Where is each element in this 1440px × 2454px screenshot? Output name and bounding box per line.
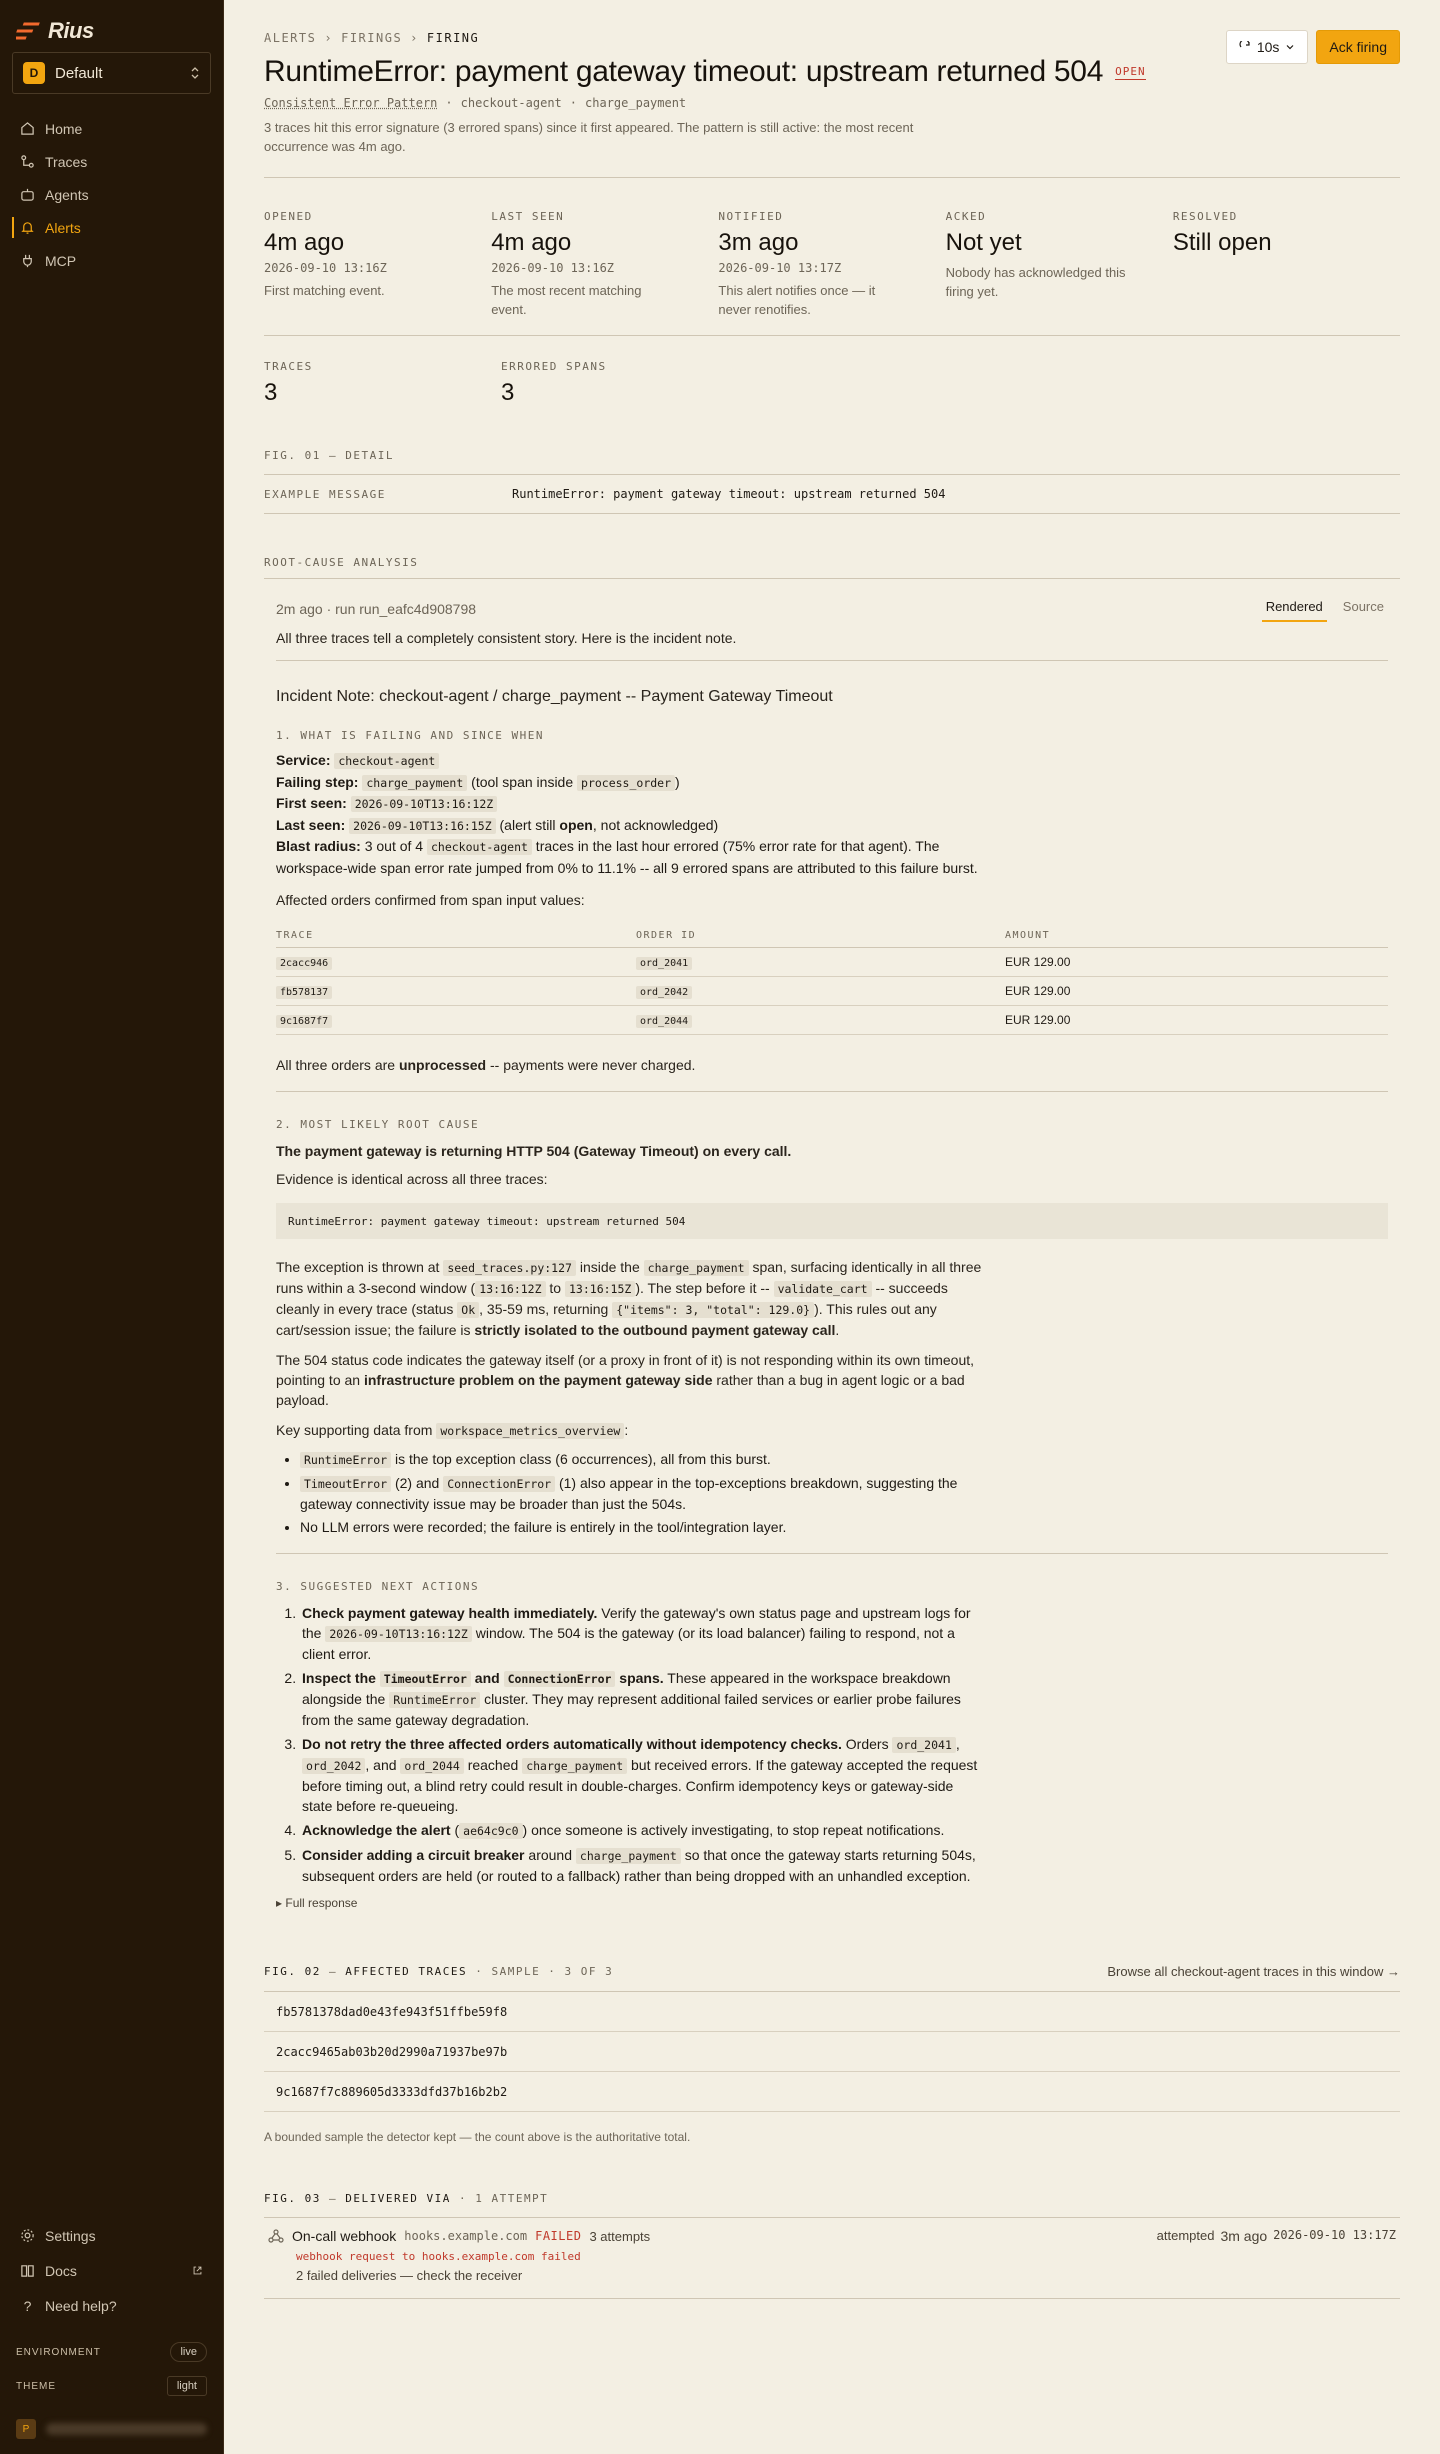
traces-icon (20, 154, 35, 169)
nav-traces[interactable] (0, 145, 223, 178)
delivery-info (268, 2228, 650, 2288)
page-title: RuntimeError: payment gateway timeout: upstream returned 504 (264, 55, 1104, 88)
fig2-title-row: FIG. 02 — AFFECTED TRACES · SAMPLE · 3 OF 3 (264, 1965, 614, 1978)
rca-header (264, 595, 1400, 622)
stat-label: TRACES (264, 360, 313, 373)
breadcrumb-sep: › (324, 31, 334, 45)
app-name: Rius (48, 18, 94, 43)
stat-label: NOTIFIED (718, 210, 784, 223)
last-seen-line: Last seen: 2026-09-10T13:16:15Z (alert still open, not acknowledged) (276, 816, 719, 833)
fig2-sample: SAMPLE · 3 OF 3 (491, 1965, 614, 1978)
step-code: charge_payment (362, 775, 467, 791)
order-id: ord_2042 (636, 986, 692, 999)
stat-notified (718, 210, 945, 319)
rca-run-meta: 2m ago · run run_eafc4d908798 (276, 600, 477, 617)
supporting-data-list (276, 1449, 1388, 1537)
environment-toggle[interactable]: live (170, 2342, 207, 2362)
fig3-title: DELIVERED VIA (345, 2192, 451, 2205)
theme-toggle[interactable]: light (167, 2376, 207, 2396)
evidence-intro: Evidence is identical across all three traces: (276, 1171, 548, 1187)
metrics-intro: Key supporting data from workspace_metrics_overview : (276, 1422, 629, 1438)
header-actions (1226, 30, 1400, 64)
nav-help[interactable] (0, 2288, 223, 2323)
caret-right-icon: ▸ (276, 1896, 283, 1910)
exception-paragraph: The exception is thrown at seed_traces.py:127 inside the charge_payment span, surfacing identically in all three runs within a 3-second window ( 13:16:12Z to 13:16:15Z ). The step before it -- validate_cart -- succeeds cleanly in every trace (status Ok , 35-59 ms, returning {"items": 3, "total": 129.0} ). This rules out any cart/session issue; the failure is strictly isolated to the outbound payment gateway call. (276, 1259, 982, 1338)
error-code-block: RuntimeError: payment gateway timeout: upstream returned 504 (276, 1203, 1388, 1239)
delivery-title (268, 2228, 650, 2244)
blast-radius-line: Blast radius: 3 out of 4 checkout-agent traces in the last hour errored (75% error rate for that agent). The workspace-wide span error rate jumped from 0% to 11.1% -- all 9 errored spans are attributed to this failure burst. (276, 838, 978, 876)
channel-host: hooks.example.com (404, 2229, 528, 2243)
rca-intro: All three traces tell a completely consistent story. Here is the incident note. (276, 630, 737, 646)
stat-note: The most recent matching event. (491, 283, 642, 317)
list-item: 1. Check payment gateway health immediately. Verify the gateway's own status page and upstream logs for the 2026-09-10T13:16:12Z window. The 504 is the gateway (or its load balancer) failing to respond, not a client error. (300, 1603, 986, 1664)
environment-row (0, 2335, 223, 2369)
fig3-label: FIG. 03 (264, 2192, 321, 2205)
list-item: • No LLM errors were recorded; the failure is entirely in the tool/integration layer. (300, 1517, 1388, 1537)
nav-traces-label: Traces (45, 153, 88, 170)
user-name-redacted (46, 2423, 207, 2435)
full-response-toggle[interactable] (276, 1896, 1388, 1910)
stat-opened (264, 210, 491, 319)
stat-timestamp: 2026-09-10 13:17Z (718, 261, 842, 275)
col-trace: TRACE (276, 924, 636, 948)
alert-rule-link[interactable]: Consistent Error Pattern (264, 96, 438, 110)
tab-rendered[interactable]: Rendered (1262, 595, 1327, 622)
detail-key: EXAMPLE MESSAGE (264, 487, 386, 501)
stat-label: RESOLVED (1172, 210, 1238, 223)
rca-body (264, 628, 1400, 1910)
trace-id: 2cacc946 (276, 957, 332, 970)
book-icon (20, 2263, 35, 2278)
failing-step-line: Failing step: charge_payment (tool span inside process_order ) (276, 773, 680, 790)
col-amount: AMOUNT (1005, 924, 1388, 948)
service-code: checkout-agent (334, 753, 439, 769)
trace-id: 9c1687f7 (276, 1015, 332, 1028)
fig1-title: DETAIL (345, 449, 394, 462)
status-badge: OPEN (1115, 64, 1146, 78)
avatar: P (16, 2419, 36, 2439)
plug-icon (20, 253, 35, 268)
nav-agents[interactable] (0, 178, 223, 211)
workspace-badge: D (23, 62, 45, 84)
step-name: charge_payment (585, 96, 687, 110)
stat-value: 4m ago (264, 229, 345, 256)
stat-traces (264, 360, 501, 407)
section-2-heading: 2. MOST LIKELY ROOT CAUSE (276, 1118, 480, 1131)
first-seen-line: First seen: 2026-09-10T13:16:12Z (276, 793, 986, 815)
chevron-updown-icon (190, 66, 200, 80)
stat-label: LAST SEEN (491, 210, 565, 223)
stat-value: 4m ago (491, 229, 572, 256)
workspace-switcher[interactable] (12, 52, 211, 94)
stat-resolved (1173, 210, 1400, 319)
fig2-heading (264, 1964, 1400, 1979)
affected-traces-list (264, 1992, 1400, 2112)
stat-note: This alert notifies once — it never renotifies. (718, 283, 876, 317)
trace-link[interactable]: 9c1687f7c889605d3333dfd37b16b2b2 (264, 2072, 1400, 2112)
external-link-icon (192, 2265, 203, 2276)
trace-link[interactable]: fb5781378dad0e43fe943f51ffbe59f8 (264, 1992, 1400, 2032)
section-3-heading: 3. SUGGESTED NEXT ACTIONS (276, 1580, 480, 1593)
rca-tabs (1262, 595, 1388, 622)
logo-icon (16, 22, 42, 40)
section-1-heading: 1. WHAT IS FAILING AND SINCE WHEN (276, 729, 545, 742)
stat-value: 3 (264, 379, 278, 406)
list-item: 3. Do not retry the three affected orders automatically without idempotency checks. Orders ord_2041 , ord_2042 , and ord_2044 reached charge_payment but received errors. If the gateway accepted the request before timing out, a blind retry could result in double-charges. Confirm idempotency keys or gateway-side state before re-queueing. (300, 1734, 986, 1816)
first-seen-code: 2026-09-10T13:16:12Z (351, 796, 497, 812)
refresh-icon (1239, 41, 1251, 53)
parent-span-code: process_order (577, 775, 675, 791)
attempted-ago: 3m ago (1220, 2228, 1268, 2244)
nav-home-label: Home (45, 120, 83, 137)
fig3-heading: FIG. 03 — DELIVERED VIA · 1 ATTEMPT (264, 2192, 549, 2205)
nav-mcp[interactable] (0, 244, 223, 277)
detail-row (264, 474, 1400, 514)
sidebar (0, 0, 224, 2454)
breadcrumb-sep: › (410, 31, 419, 45)
nav-agents-label: Agents (45, 186, 89, 203)
title-meta (264, 96, 1400, 110)
theme-row (0, 2369, 223, 2403)
breadcrumb-firing: FIRING (426, 31, 480, 45)
sample-note: A bounded sample the detector kept — the count above is the authoritative total. (264, 2130, 691, 2144)
delivery-hint: 2 failed deliveries — check the receiver (296, 2268, 523, 2283)
delivery-status: FAILED (535, 2229, 582, 2243)
metrics-tool-code: workspace_metrics_overview (436, 1423, 624, 1439)
nav-help-label: Need help? (45, 2297, 117, 2314)
trace-link[interactable]: 2cacc9465ab03b20d2990a71937be97b (264, 2032, 1400, 2072)
fig1-heading: FIG. 01 — DETAIL (264, 449, 394, 462)
list-item: 5. Consider adding a circuit breaker around charge_payment so that once the gateway starts returning 504s, subsequent orders are held (or routed to a fallback) rather than being dropped with an unhandled exception. (300, 1845, 986, 1886)
delivery-row (264, 2217, 1400, 2299)
bell-icon (20, 220, 35, 235)
breadcrumb-firings[interactable]: FIRINGS (341, 31, 403, 45)
delivery-time (1157, 2228, 1396, 2288)
agent-name: checkout-agent (460, 96, 562, 110)
theme-label: THEME (16, 2380, 56, 2392)
attempted-timestamp: 2026-09-10 13:17Z (1273, 2228, 1396, 2242)
user-menu[interactable] (0, 2407, 223, 2451)
refresh-interval-select[interactable] (1226, 30, 1309, 64)
main-content (224, 0, 1440, 2299)
affected-orders-table (276, 924, 1388, 1035)
channel-name: On-call webhook (292, 2228, 397, 2244)
stat-value: 3m ago (718, 229, 799, 256)
fig2-title: AFFECTED TRACES (345, 1965, 468, 1978)
next-actions-list (276, 1603, 986, 1886)
alert-description: 3 traces hit this error signature (3 errored spans) since it first appeared. The pattern is still active: the most recent occurrence was 4m ago. (264, 120, 914, 154)
amount: EUR 129.00 (1005, 1006, 1388, 1035)
main-nav (0, 112, 223, 277)
fig1-label: FIG. 01 (264, 449, 321, 462)
affected-orders-intro: Affected orders confirmed from span input values: (276, 892, 585, 908)
ack-firing-button[interactable]: Ack firing (1316, 30, 1400, 64)
sidebar-footer (0, 2218, 223, 2451)
stat-errored-spans (501, 360, 738, 407)
amount: EUR 129.00 (1005, 948, 1388, 977)
stat-last-seen (491, 210, 718, 319)
root-cause-statement: The payment gateway is returning HTTP 504 (Gateway Timeout) on every call. (276, 1143, 792, 1159)
count-stats (264, 336, 1400, 407)
nav-settings[interactable] (0, 2218, 223, 2253)
nav-docs-label: Docs (45, 2262, 77, 2279)
trace-id: fb578137 (276, 986, 332, 999)
timeline-stats (264, 178, 1400, 319)
orders-status-note: All three orders are unprocessed -- payments were never charged. (276, 1057, 696, 1073)
stat-value: Still open (1172, 229, 1272, 256)
incident-note-title: Incident Note: checkout-agent / charge_payment -- Payment Gateway Timeout (276, 688, 833, 705)
breadcrumb-alerts[interactable]: ALERTS (264, 31, 317, 45)
fig2-label: FIG. 02 (264, 1965, 321, 1978)
failure-summary (276, 750, 986, 878)
agents-icon (20, 187, 35, 202)
gear-icon (20, 2228, 35, 2243)
meta-dot: · (445, 96, 453, 110)
environment-label: ENVIRONMENT (16, 2346, 101, 2358)
rca-heading: ROOT-CAUSE ANALYSIS (264, 556, 419, 569)
stat-note: Nobody has acknowledged this firing yet. (945, 265, 1126, 299)
table-row (276, 948, 1388, 977)
stat-timestamp: 2026-09-10 13:16Z (491, 261, 615, 275)
full-response-label: Full response (285, 1896, 358, 1910)
browse-traces-link[interactable]: Browse all checkout-agent traces in this window → (1107, 1964, 1400, 1979)
list-item: 4. Acknowledge the alert ( ae64c9c0 ) once someone is actively investigating, to stop repeat notifications. (300, 1820, 986, 1841)
order-id: ord_2041 (636, 957, 692, 970)
status-code-paragraph: The 504 status code indicates the gateway itself (or a proxy in front of it) is not responding within its own timeout, pointing to an infrastructure problem on the payment gateway side rather than a bug in agent logic or a bad payload. (276, 1352, 975, 1408)
meta-dot: · (569, 96, 578, 110)
home-icon (20, 121, 35, 136)
stat-label: ACKED (945, 210, 987, 223)
stat-note: First matching event. (264, 283, 385, 298)
table-row (276, 977, 1388, 1006)
chevron-down-icon (1285, 42, 1295, 52)
stat-acked (946, 210, 1173, 319)
nav-settings-label: Settings (45, 2227, 96, 2244)
detail-value: RuntimeError: payment gateway timeout: upstream returned 504 (512, 487, 946, 501)
stat-label: OPENED (264, 210, 313, 223)
amount: EUR 129.00 (1005, 977, 1388, 1006)
attempted-label: attempted (1156, 2228, 1215, 2243)
table-row (276, 1006, 1388, 1035)
refresh-interval-value: 10s (1256, 39, 1280, 55)
order-id: ord_2044 (636, 1015, 692, 1028)
col-order-id: ORDER ID (636, 924, 1005, 948)
nav-alerts[interactable] (0, 211, 223, 244)
list-item: • TimeoutError (2) and ConnectionError (1) also appear in the top-exceptions breakdown, suggesting the gateway connectivity issue may be broader than just the 504s. (300, 1473, 1000, 1514)
tab-source[interactable]: Source (1342, 599, 1384, 614)
webhook-icon (268, 2229, 284, 2243)
stat-value: 3 (501, 379, 515, 406)
workspace-name: Default (55, 64, 103, 82)
nav-alerts-label: Alerts (45, 219, 81, 236)
nav-docs[interactable] (0, 2253, 223, 2288)
app-logo[interactable] (0, 0, 223, 48)
list-item: 2. Inspect the TimeoutError and ConnectionError spans. These appeared in the workspace breakdown alongside the RuntimeError cluster. They may represent additional failed services or earlier probe failures from the same gateway degradation. (300, 1668, 986, 1730)
fig3-attempts: 1 ATTEMPT (475, 2192, 549, 2205)
attempt-count: 3 attempts (589, 2228, 651, 2244)
stat-timestamp: 2026-09-10 13:16Z (264, 261, 387, 275)
list-item: • RuntimeError is the top exception class (6 occurrences), all from this burst. (300, 1449, 1388, 1470)
stat-value: Not yet (945, 229, 1022, 256)
last-seen-code: 2026-09-10T13:16:15Z (349, 818, 495, 834)
stat-label: ERRORED SPANS (501, 360, 607, 373)
question-icon: ? (23, 2297, 32, 2314)
nav-home[interactable] (0, 112, 223, 145)
nav-mcp-label: MCP (45, 252, 77, 269)
delivery-error: webhook request to hooks.example.com failed (296, 2250, 581, 2263)
service-line: Service: checkout-agent (276, 750, 986, 772)
